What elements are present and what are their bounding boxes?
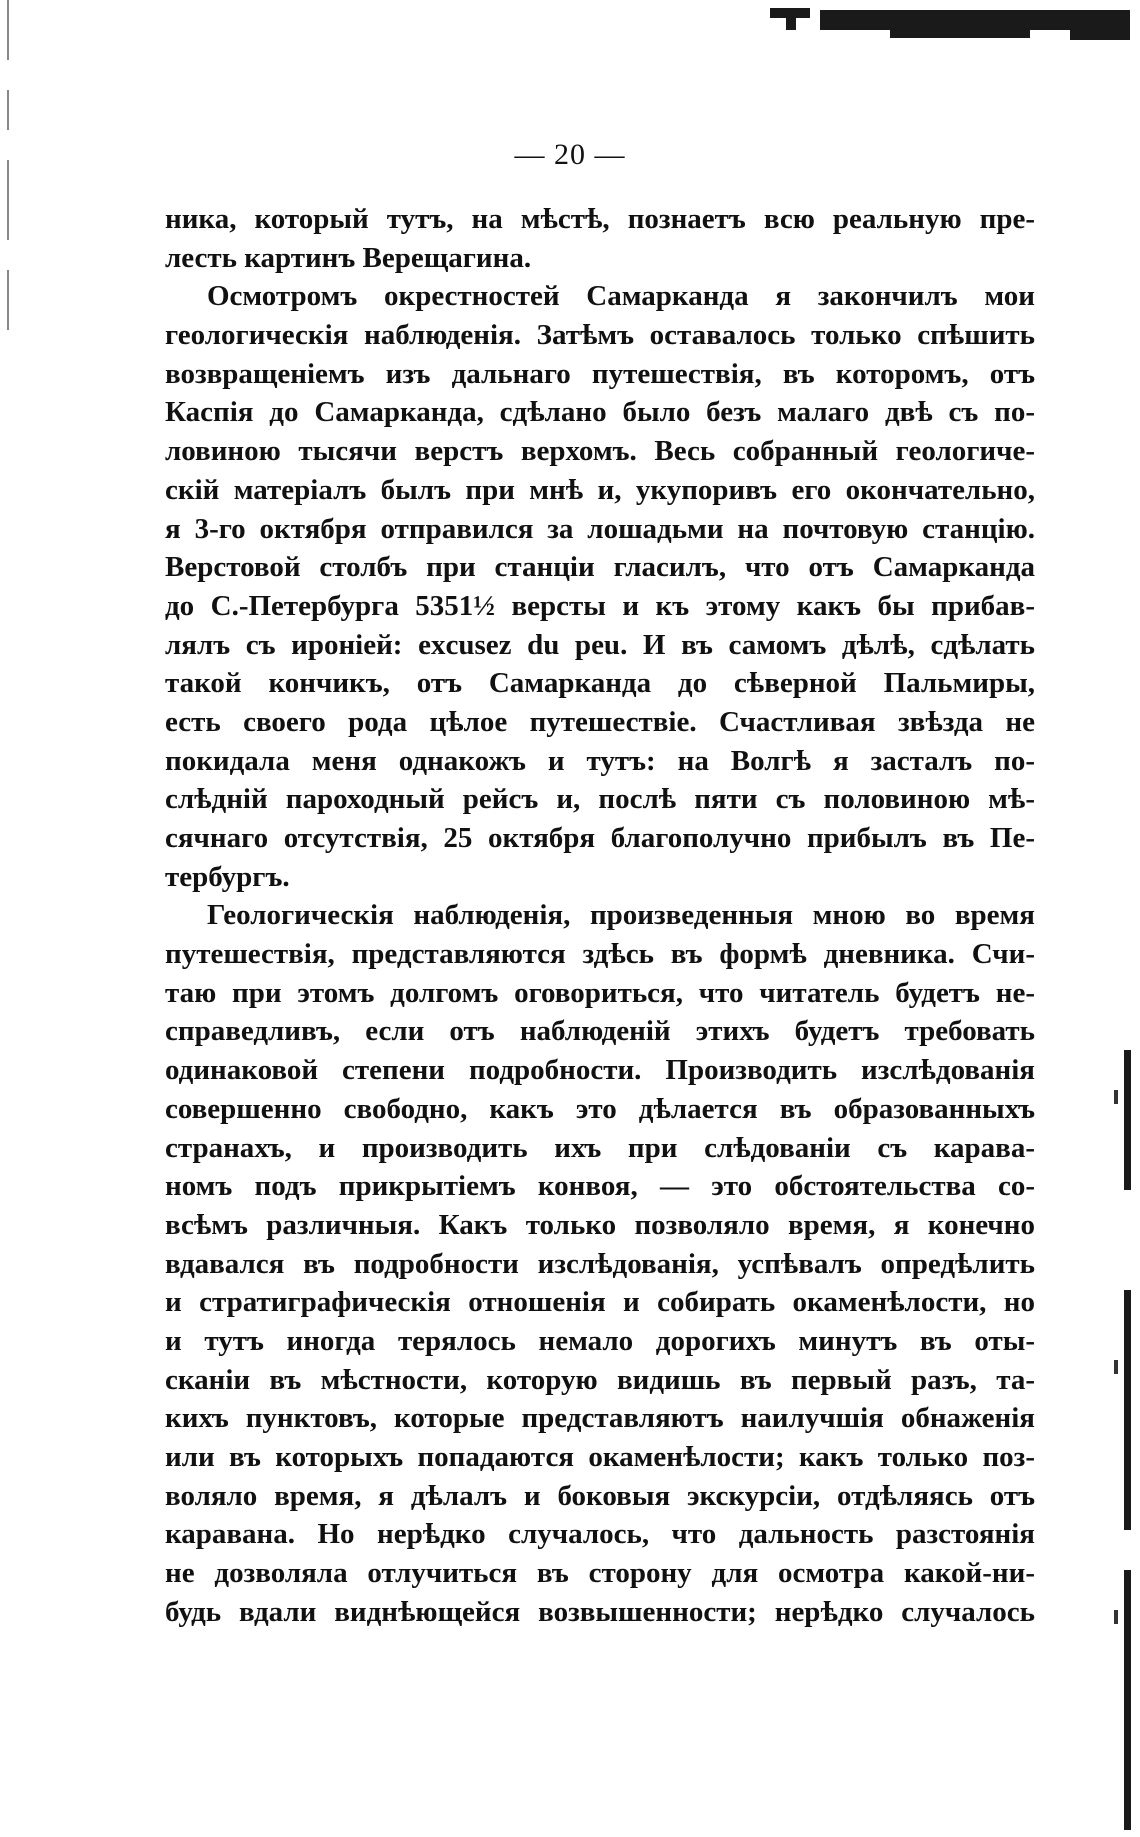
- text-line: ника, который тутъ, на мѣстѣ, познаетъ всю реальную пре-: [165, 203, 1035, 235]
- page-number: — 20 —: [514, 138, 626, 171]
- text-line: и стратиграфическія отношенія и собирать окаменѣлости, но: [165, 1286, 1035, 1319]
- text-line: Каспія до Самарканда, сдѣлано было безъ малаго двѣ съ по-: [165, 396, 1035, 429]
- scan-artifact-top: [770, 4, 1140, 44]
- scan-artifact-left: [2, 0, 16, 400]
- text-line: одинаковой степени подробности. Производить изслѣдованія: [165, 1054, 1035, 1087]
- text-line: вдавался въ подробности изслѣдованія, успѣвалъ опредѣлить: [165, 1247, 1035, 1280]
- text-line: сканіи въ мѣстности, которую видишь въ первый разъ, та-: [165, 1363, 1035, 1396]
- text-line: справедливъ, если отъ наблюденій этихъ будетъ требовать: [165, 1015, 1035, 1048]
- text-line: Осмотромъ окрестностей Самарканда я закончилъ мои: [207, 280, 1035, 313]
- text-line: воляло время, я дѣлалъ и боковыя экскурсіи, отдѣляясь отъ: [165, 1479, 1035, 1512]
- text-line: таю при этомъ долгомъ оговориться, что читатель будетъ не-: [165, 976, 1035, 1009]
- text-line: слѣдній пароходный рейсъ и, послѣ пяти съ половиною мѣ-: [165, 783, 1035, 816]
- text-line: скій матеріалъ былъ при мнѣ и, укупоривъ его окончательно,: [165, 473, 1035, 506]
- text-line: Геологическія наблюденія, произведенныя мною во время: [207, 899, 1035, 932]
- text-line: и тутъ иногда терялось немало дорогихъ минутъ въ оты-: [165, 1324, 1035, 1357]
- text-line: совершенно свободно, какъ это дѣлается въ образованныхъ: [165, 1092, 1035, 1125]
- text-line: лесть картинъ Верещагина.: [165, 241, 532, 274]
- text-line: будь вдали виднѣющейся возвышенности; нерѣдко случалось: [165, 1595, 1035, 1628]
- text-line: покидала меня однакожъ и тутъ: на Волгѣ я засталъ по-: [165, 744, 1035, 777]
- text-line: каравана. Но нерѣдко случалось, что дальность разстоянія: [165, 1518, 1035, 1551]
- text-line: ловиною тысячи верстъ верхомъ. Весь собранный геологиче-: [165, 435, 1035, 468]
- text-line: такой кончикъ, отъ Самарканда до сѣверной Пальмиры,: [165, 667, 1035, 700]
- text-line: всѣмъ различныя. Какъ только позволяло время, я конечно: [165, 1208, 1035, 1241]
- text-line: возвращеніемъ изъ дальнаго путешествія, въ которомъ, отъ: [165, 357, 1035, 390]
- text-line: номъ подъ прикрытіемъ конвоя, — это обстоятельства со-: [165, 1170, 1035, 1203]
- text-line: сячнаго отсутствія, 25 октября благополучно прибылъ въ Пе-: [165, 822, 1035, 854]
- text-line: до С.-Петербурга 5351½ версты и къ этому какъ бы прибав-: [165, 589, 1035, 622]
- text-line: лялъ съ ироніей: excusez du peu. И въ самомъ дѣлѣ, сдѣлать: [165, 628, 1035, 661]
- scan-artifact-right: [1112, 1050, 1140, 1830]
- text-line: тербургъ.: [165, 860, 290, 893]
- body-text: [165, 200, 1035, 1631]
- text-line: я 3-го октября отправился за лошадьми на почтовую станцію.: [165, 512, 1035, 545]
- text-line: Верстовой столбъ при станціи гласилъ, что отъ Самарканда: [165, 551, 1035, 584]
- text-line: кихъ пунктовъ, которые представляютъ наилучшія обнаженія: [165, 1402, 1035, 1435]
- text-line: геологическія наблюденія. Затѣмъ оставалось только спѣшить: [165, 319, 1035, 352]
- text-line: есть своего рода цѣлое путешествіе. Счастливая звѣзда не: [165, 705, 1035, 738]
- text-line: странахъ, и производить ихъ при слѣдованіи съ карава-: [165, 1131, 1035, 1164]
- text-line: не дозволяла отлучиться въ сторону для осмотра какой-ни-: [165, 1557, 1035, 1590]
- text-line: или въ которыхъ попадаются окаменѣлости; какъ только поз-: [165, 1441, 1035, 1473]
- text-line: путешествія, представляются здѣсь въ формѣ дневника. Счи-: [165, 938, 1035, 971]
